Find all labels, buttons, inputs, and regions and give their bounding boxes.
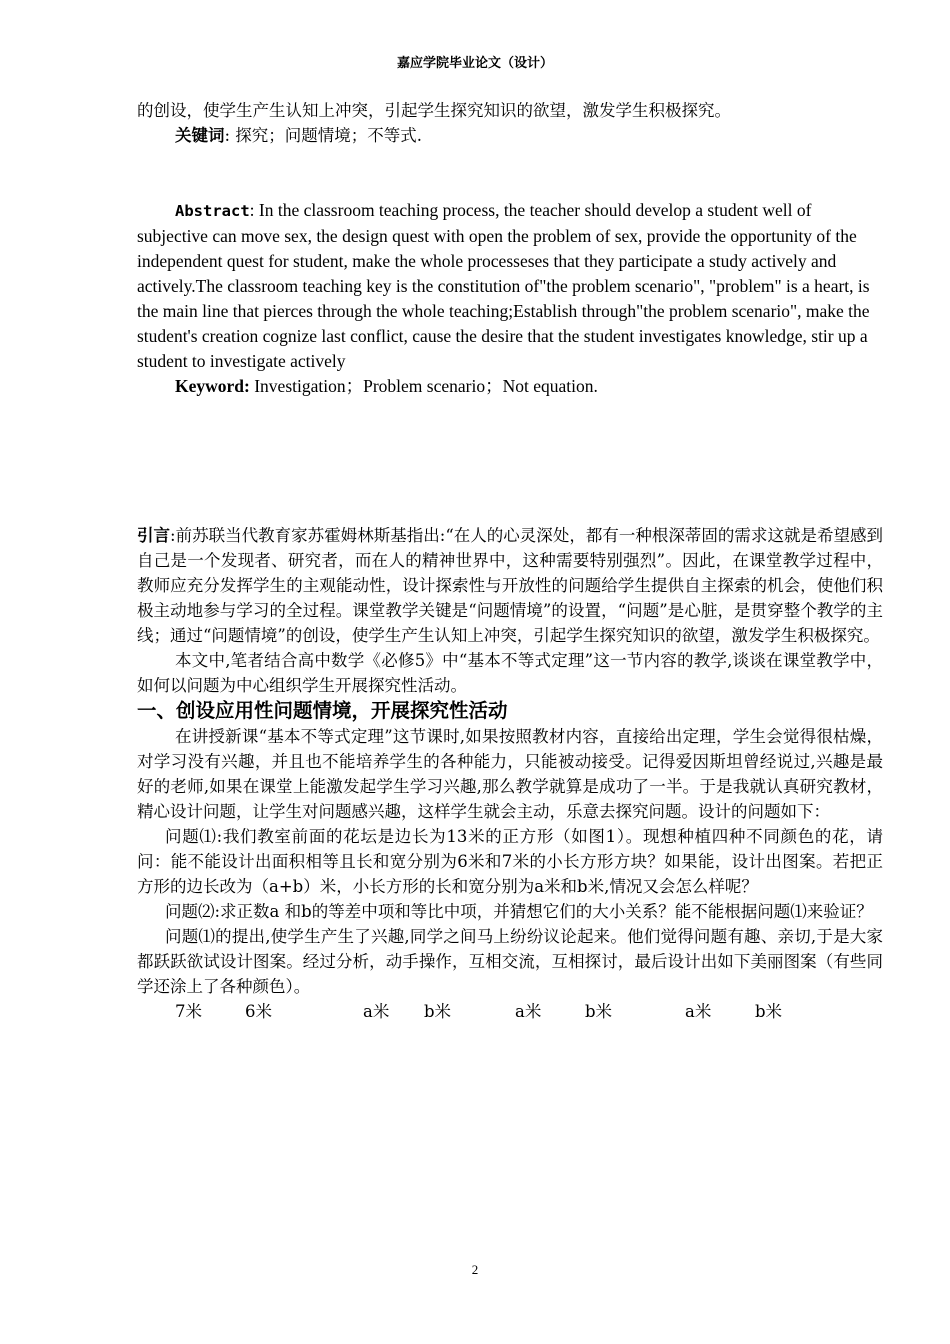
figure-label: b米	[424, 1002, 452, 1021]
section-heading: 一、创设应用性问题情境，开展探究性活动	[137, 699, 508, 722]
body-block	[137, 523, 883, 1024]
keywords-en	[137, 374, 883, 399]
figure-label: a米	[515, 1002, 542, 1021]
page-number: 2	[471, 1262, 479, 1277]
intro-paragraph-2: 本文中,笔者结合高中数学《必修5》中“基本不等式定理”这一节内容的教学,谈谈在课堂教学中，如何以问题为中心组织学生开展探究性活动。	[137, 651, 883, 695]
intro-text: :前苏联当代教育家苏霍姆林斯基指出:“在人的心灵深处，都有一种根深蒂固的需求这就是希望感到自己是一个发现者、研究者，而在人的精神世界中，这种需要特别强烈”。因此，在课堂教学过程中，教师应充分发挥学生的主观能动性，设计探索性与开放性的问题给学生提供自主探索的机会，使他们积极主动地参与学习的全过程。课堂教学关键是“问题情境”的设置，“问题”是心脏，是贯穿整个教学的主线；通过“问题情境”的创设，使学生产生认知上冲突，引起学生探究知识的欲望，激发学生积极探究。	[137, 526, 884, 645]
keywords-cn-text: : 探究；问题情境；不等式.	[224, 126, 423, 145]
abstract-en-paragraph	[137, 198, 883, 374]
figure-label: a米	[685, 1002, 712, 1021]
figure-label: a米	[363, 1002, 390, 1021]
abstract-en-block	[137, 198, 883, 399]
abstract-en-text: : In the classroom teaching process, the teacher should develop a student well of subjective can move sex, the design quest with open the problem of sex, provide the opportunity of the independent quest for student, make the whole processeses that they participate a study actively and actively.The classroom teaching key is the constitution of"the problem scenario", "problem" is a heart, is the main line that pierces through the whole teaching;Establish through"the problem scenario", make the student's creation cognize last conflict, cause the desire that the student investigates knowledge, stir up a student to investigate actively	[137, 200, 870, 371]
abstract-cn-block	[137, 98, 883, 148]
abstract-cn-continuation: 的创设，使学生产生认知上冲突，引起学生探究知识的欲望，激发学生积极探究。	[137, 101, 731, 120]
section-paragraph-1: 在讲授新课“基本不等式定理”这节课时,如果按照教材内容，直接给出定理，学生会觉得很枯燥，对学习没有兴趣，并且也不能培养学生的各种能力，只能被动接受。记得爱因斯坦曾经说过,兴趣是最好的老师,如果在课堂上能激发起学生学习兴趣,那么教学就算是成功了一半。于是我就认真研究教材，精心设计问题，让学生对问题感兴趣，这样学生就会主动，乐意去探究问题。设计的问题如下：	[137, 727, 883, 821]
figure-label: 6米	[245, 1002, 272, 1021]
abstract-en-label: Abstract	[175, 202, 250, 220]
intro-label: 引言	[137, 526, 171, 545]
keywords-cn-label: 关键词	[175, 126, 225, 145]
page-header: 嘉应学院毕业论文（设计）	[396, 56, 553, 71]
figure-label: 7米	[175, 1002, 202, 1021]
problem-1: 问题⑴:我们教室前面的花坛是边长为13米的正方形（如图1）。现想种植四种不同颜色的花，请问：能不能设计出面积相等且长和宽分别为6米和7米的小长方形方块？如果能，设计出图案。若把正方形的边长改为（a+b）米，小长方形的长和宽分别为a米和b米,情况又会怎么样呢？	[137, 827, 883, 896]
keywords-cn	[137, 123, 883, 148]
keywords-en-label: Keyword:	[175, 376, 250, 396]
problem-2: 问题⑵:求正数a 和b的等差中项和等比中项，并猜想它们的大小关系？能不能根据问题⑴来验证？	[165, 902, 873, 921]
keywords-en-text: Investigation；Problem scenario；Not equation.	[249, 376, 598, 396]
intro-paragraph	[137, 523, 883, 648]
figure-labels	[137, 999, 883, 1024]
figure-label: b米	[755, 1002, 783, 1021]
figure-label: b米	[585, 1002, 613, 1021]
problem-discussion: 问题⑴的提出,使学生产生了兴趣,同学之间马上纷纷议论起来。他们觉得问题有趣、亲切,于是大家都跃跃欲试设计图案。经过分析，动手操作，互相交流，互相探讨，最后设计出如下美丽图案（有些同学还涂上了各种颜色）。	[137, 927, 883, 996]
